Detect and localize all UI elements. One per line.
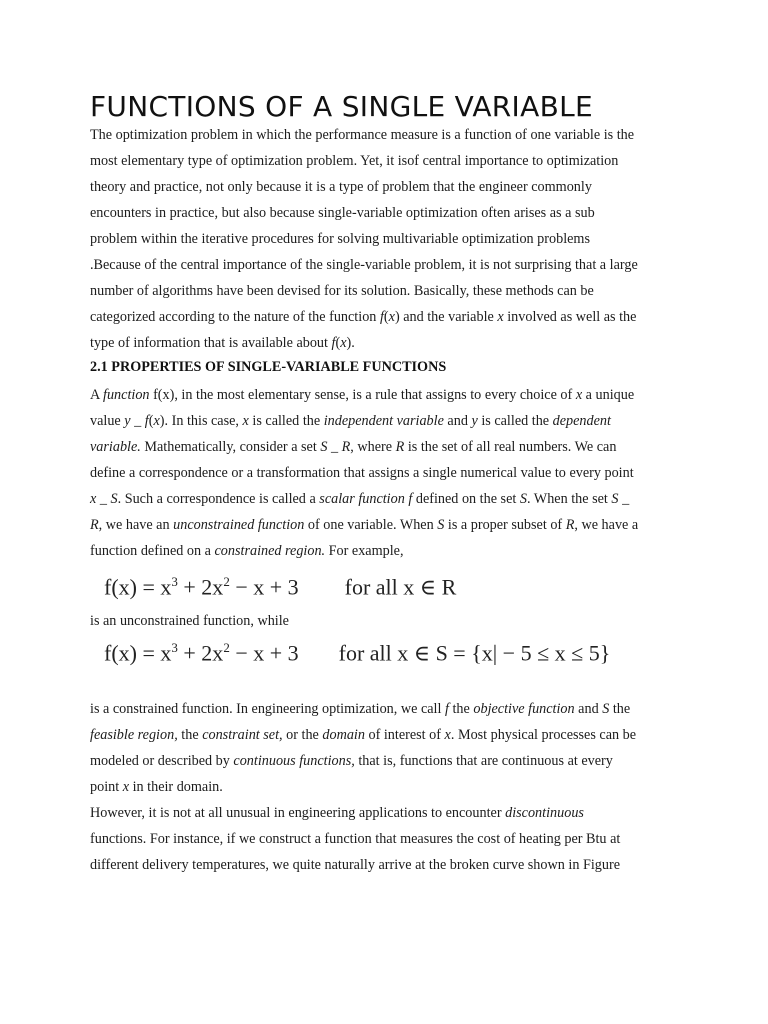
- equation-constrained: $f(x) = x^3 + 2x^2 - x + 3$ for all x ∈ S = {x| − 5 ≤ x ≤ 5}: [104, 640, 611, 666]
- section-line-1: A function f(x), in the most elementary sense, is a rule that assigns to every choice of x a unique: [90, 387, 635, 403]
- intro-line-1: The optimization problem in which the performance measure is a function of one variable is the: [90, 127, 635, 143]
- intro-line-4: encounters in practice, but also because single-variable optimization often arises as a sub: [90, 205, 595, 221]
- between-equations-text: is an unconstrained function, while: [90, 613, 289, 629]
- section-line-6: R, we have an unconstrained function of one variable. When S is a proper subset of R, we have a: [90, 517, 639, 533]
- section-heading: 2.1 PROPERTIES OF SINGLE-VARIABLE FUNCTIONS: [90, 359, 447, 375]
- page-title: FUNCTIONS OF A SINGLE VARIABLE: [90, 90, 593, 123]
- closing-line-5: However, it is not at all unusual in engineering applications to encounter discontinuous: [90, 805, 584, 821]
- section-line-5: x _ S. Such a correspondence is called a scalar function f defined on the set S. When the set S _: [90, 491, 630, 507]
- intro-line-5: problem within the iterative procedures for solving multivariable optimization problems: [90, 231, 590, 247]
- section-line-7: function defined on a constrained region. For example,: [90, 543, 404, 559]
- intro-line-7: number of algorithms have been devised for its solution. Basically, these methods can be: [90, 283, 594, 299]
- intro-line-8: categorized according to the nature of the function f(x) and the variable x involved as well as the: [90, 309, 637, 325]
- section-line-2: value y _ f(x). In this case, x is called the independent variable and y is called the dependent: [90, 413, 611, 429]
- closing-line-1: is a constrained function. In engineering optimization, we call f the objective function and S the: [90, 701, 631, 717]
- closing-line-2: feasible region, the constraint set, or the domain of interest of x. Most physical processes can be: [90, 727, 637, 743]
- equation-unconstrained: $f(x) = x^3 + 2x^2 - x + 3$ for all x ∈ R: [104, 574, 457, 600]
- intro-line-2: most elementary type of optimization problem. Yet, it isof central importance to optimization: [90, 153, 619, 169]
- closing-line-3: modeled or described by continuous functions, that is, functions that are continuous at every: [90, 753, 613, 769]
- closing-line-7: different delivery temperatures, we quite naturally arrive at the broken curve shown in Figure: [90, 857, 621, 873]
- section-line-4: define a correspondence or a transformation that assigns a single numerical value to every point: [90, 465, 634, 481]
- closing-line-4: point x in their domain.: [90, 779, 223, 795]
- intro-line-3: theory and practice, not only because it is a type of problem that the engineer commonly: [90, 179, 592, 195]
- closing-line-6: functions. For instance, if we construct a function that measures the cost of heating per Btu at: [90, 831, 621, 847]
- section-line-3: variable. Mathematically, consider a set S _ R, where R is the set of all real numbers. We can: [90, 439, 617, 455]
- intro-line-6: .Because of the central importance of the single-variable problem, it is not surprising that a large: [90, 257, 638, 273]
- intro-line-9: type of information that is available about f(x).: [90, 335, 355, 351]
